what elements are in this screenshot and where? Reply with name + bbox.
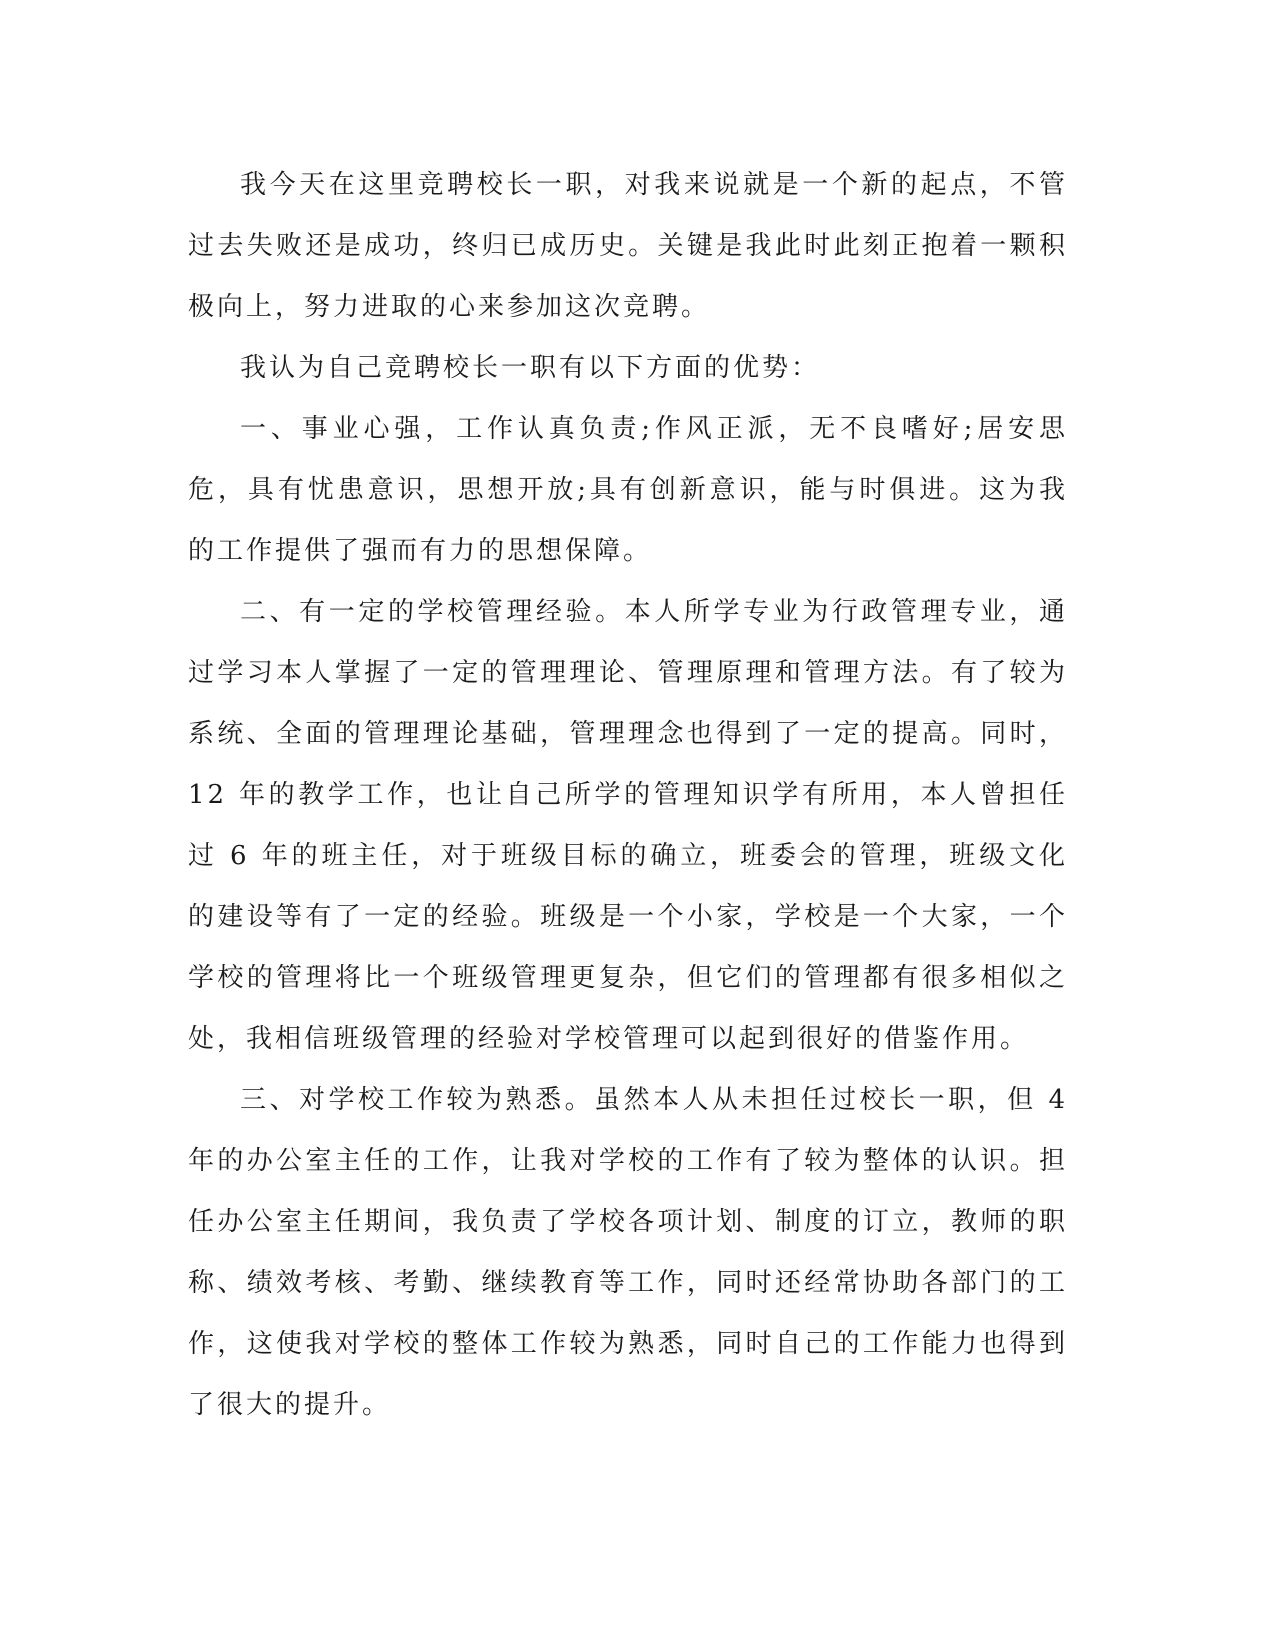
paragraph-point-two: 二、有一定的学校管理经验。本人所学专业为行政管理专业，通过学习本人掌握了一定的管理理论、管理原理和管理方法。有了较为系统、全面的管理理论基础，管理理念也得到了一定的提高。同时，12 年的教学工作，也让自己所学的管理知识学有所用，本人曾担任过 6 年的班主任，对于班级目标的确立，班委会的管理，班级文化的建设等有了一定的经验。班级是一个小家，学校是一个大家，一个学校的管理将比一个班级管理更复杂，但它们的管理都有很多相似之处，我相信班级管理的经验对学校管理可以起到很好的借鉴作用。 <box>188 597 1068 1054</box>
document-body <box>188 155 1068 1436</box>
paragraph-point-three: 三、对学校工作较为熟悉。虽然本人从未担任过校长一职，但 4 年的办公室主任的工作，让我对学校的工作有了较为整体的认识。担任办公室主任期间，我负责了学校各项计划、制度的订立，教师的职称、绩效考核、考勤、继续教育等工作，同时还经常协助各部门的工作，这使我对学校的整体工作较为熟悉，同时自己的工作能力也得到了很大的提升。 <box>188 1085 1068 1420</box>
paragraph-intro: 我今天在这里竞聘校长一职，对我来说就是一个新的起点，不管过去失败还是成功，终归已成历史。关键是我此时此刻正抱着一颗积极向上，努力进取的心来参加这次竞聘。 <box>188 170 1068 322</box>
paragraph-advantages-lead: 我认为自己竞聘校长一职有以下方面的优势： <box>240 353 821 383</box>
paragraph-point-one: 一、事业心强，工作认真负责;作风正派，无不良嗜好;居安思危，具有忧患意识，思想开放;具有创新意识，能与时俱进。这为我的工作提供了强而有力的思想保障。 <box>188 414 1068 566</box>
